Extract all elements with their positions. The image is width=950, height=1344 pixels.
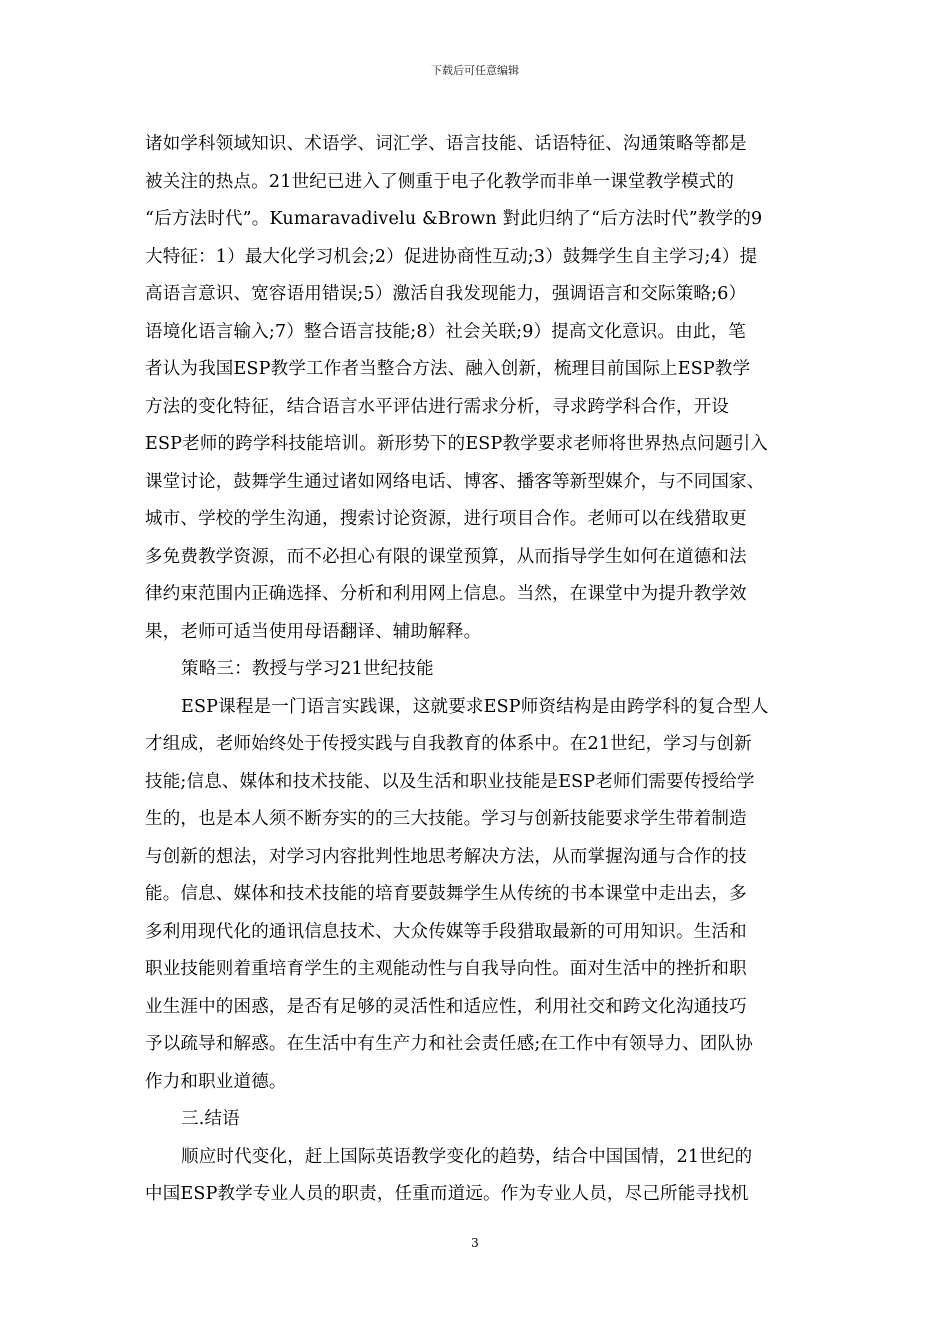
text-line: 被关注的热点。21世纪已进入了侧重于电子化教学而非单一课堂教学模式的 [145,171,735,192]
text-line: 予以疏导和解惑。在生活中有生产力和社会责任感;在工作中有领导力、团队协 [145,1034,753,1054]
body-text [145,126,807,1214]
text-line: 与创新的想法，对学习内容批判性地思考解决方法，从而掌握沟通与合作的技 [145,846,747,867]
text-line: ESP课程是一门语言实践课，这就要求ESP师资结构是由跨学科的复合型人 [181,696,769,717]
section-heading: 策略三：教授与学习21世纪技能 [181,659,434,679]
text-line: 作力和职业道德。 [145,1071,287,1092]
text-line: 中国ESP教学专业人员的职责，任重而道远。作为专业人员，尽己所能寻找机 [145,1184,749,1204]
text-line: 课堂讨论，鼓舞学生通过诸如网络电话、博客、播客等新型媒介，与不同国家、 [145,471,765,492]
text-line: 多利用现代化的通讯信息技术、大众传媒等手段猎取最新的可用知识。生活和 [145,921,747,942]
text-line: 能。信息、媒体和技术技能的培育要鼓舞学生从传统的书本课堂中走出去，多 [145,884,747,904]
section-heading: 三.结语 [181,1109,240,1129]
text-line: 大特征：1）最大化学习机会;2）促进协商性互动;3）鼓舞学生自主学习;4）提 [145,246,758,267]
page-header: 下载后可任意编辑 [431,64,519,77]
text-line: 技能;信息、媒体和技术技能、以及生活和职业技能是ESP老师们需要传授给学 [145,771,755,792]
text-line: “后方法时代”。Kumaravadivelu &Brown 對此归纳了“后方法时代”教学的9 [145,209,763,229]
text-line: ESP老师的跨学科技能培训。新形势下的ESP教学要求老师将世界热点问题引入 [145,434,768,454]
text-line: 者认为我国ESP教学工作者当整合方法、融入创新，梳理目前国际上ESP教学 [145,359,751,379]
text-line: 果，老师可适当使用母语翻译、辅助解释。 [145,621,482,642]
page-number: 3 [471,1236,479,1250]
text-line: 律约束范围内正确选择、分析和利用网上信息。当然，在课堂中为提升教学效 [145,584,747,604]
text-line: 多免费教学资源，而不必担心有限的课堂预算，从而指导学生如何在道德和法 [145,546,747,567]
text-line: 诸如学科领域知识、术语学、词汇学、语言技能、话语特征、沟通策略等都是 [145,134,747,154]
text-line: 生的，也是本人须不断夯实的的三大技能。学习与创新技能要求学生带着制造 [145,809,747,829]
text-line: 顺应时代变化，赶上国际英语教学变化的趋势，结合中国国情，21世纪的 [181,1146,753,1167]
text-line: 业生涯中的困惑，是否有足够的灵活性和适应性，利用社交和跨文化沟通技巧 [145,996,747,1017]
text-line: 高语言意识、宽容语用错误;5）激活自我发现能力，强调语言和交际策略;6） [145,284,747,304]
text-line: 职业技能则着重培育学生的主观能动性与自我导向性。面对生活中的挫折和职 [145,959,747,979]
text-line: 才组成，老师始终处于传授实践与自我教育的体系中。在21世纪，学习与创新 [145,734,752,754]
text-line: 城市、学校的学生沟通，搜索讨论资源，进行项目合作。老师可以在线猎取更 [145,509,747,529]
text-line: 方法的变化特征，结合语言水平评估进行需求分析，寻求跨学科合作，开设 [145,396,730,417]
text-line: 语境化语言输入;7）整合语言技能;8）社会关联;9）提高文化意识。由此，笔 [145,321,746,342]
